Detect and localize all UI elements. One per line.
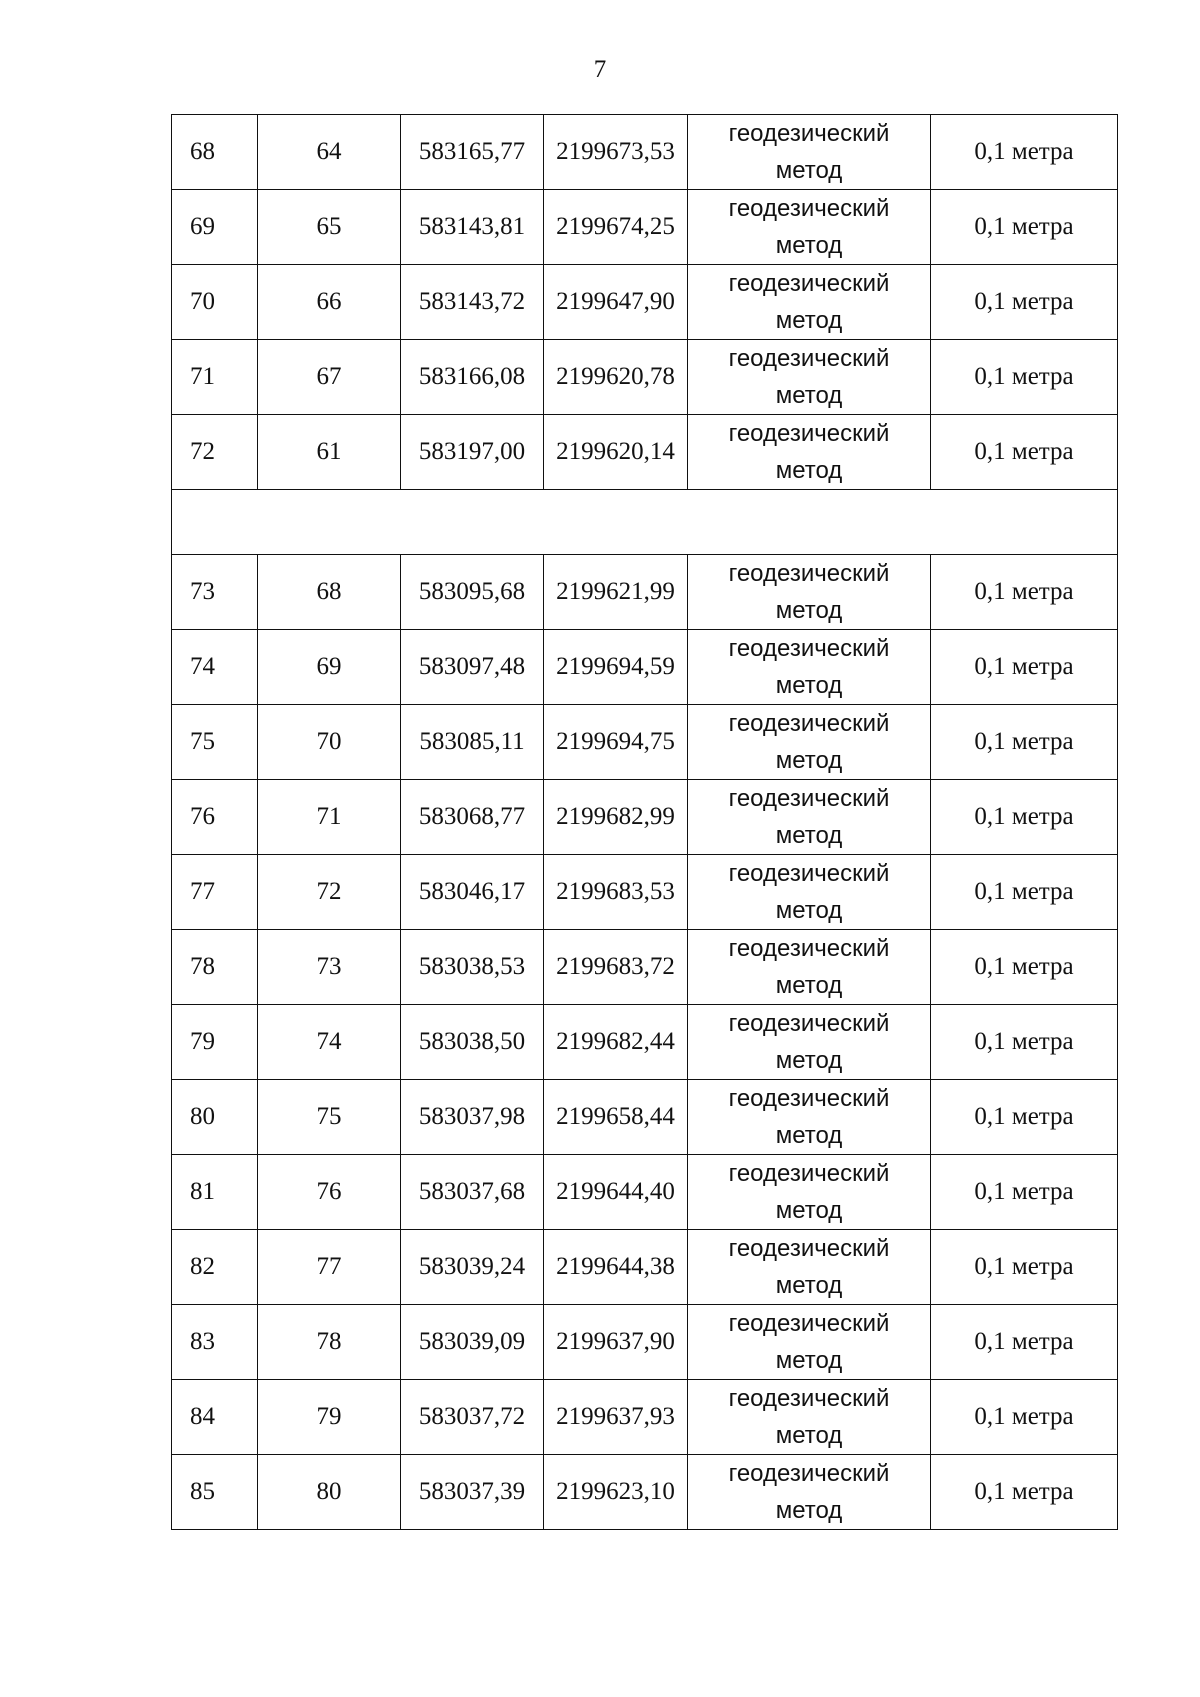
accuracy-cell: 0,1 метра <box>931 415 1118 490</box>
method-line-1: геодезический <box>728 195 890 222</box>
method-line-2: метод <box>775 1197 843 1224</box>
method-line-2: метод <box>775 972 843 999</box>
point-number-cell: 75 <box>258 1080 401 1155</box>
y-coordinate-cell: 2199682,44 <box>544 1005 688 1080</box>
point-number-cell: 79 <box>258 1380 401 1455</box>
y-coordinate-cell: 2199637,93 <box>544 1380 688 1455</box>
method-line-1: геодезический <box>728 1010 890 1037</box>
method-line-1: геодезический <box>728 1310 890 1337</box>
method-cell <box>688 930 931 1005</box>
x-coordinate-cell: 583046,17 <box>401 855 544 930</box>
row-number-cell: 85 <box>172 1455 258 1530</box>
row-number-cell: 82 <box>172 1230 258 1305</box>
row-number-cell: 69 <box>172 190 258 265</box>
x-coordinate-cell: 583038,50 <box>401 1005 544 1080</box>
y-coordinate-cell: 2199621,99 <box>544 555 688 630</box>
method-line-1: геодезический <box>728 1385 890 1412</box>
method-line-1: геодезический <box>728 120 890 147</box>
method-cell <box>688 855 931 930</box>
point-number-cell: 77 <box>258 1230 401 1305</box>
method-cell <box>688 1455 931 1530</box>
table-row <box>172 1230 1118 1305</box>
row-number-cell: 76 <box>172 780 258 855</box>
method-cell <box>688 415 931 490</box>
x-coordinate-cell: 583037,68 <box>401 1155 544 1230</box>
point-number-cell: 67 <box>258 340 401 415</box>
point-number-cell: 72 <box>258 855 401 930</box>
page-number: 7 <box>593 56 607 83</box>
row-number-cell: 72 <box>172 415 258 490</box>
x-coordinate-cell: 583037,72 <box>401 1380 544 1455</box>
method-cell <box>688 1230 931 1305</box>
method-cell <box>688 1080 931 1155</box>
point-number-cell: 61 <box>258 415 401 490</box>
method-line-2: метод <box>775 897 843 924</box>
method-line-1: геодезический <box>728 785 890 812</box>
method-line-2: метод <box>775 1272 843 1299</box>
x-coordinate-cell: 583166,08 <box>401 340 544 415</box>
row-number-cell: 78 <box>172 930 258 1005</box>
accuracy-cell: 0,1 метра <box>931 190 1118 265</box>
accuracy-cell: 0,1 метра <box>931 930 1118 1005</box>
method-line-1: геодезический <box>728 420 890 447</box>
accuracy-cell: 0,1 метра <box>931 1080 1118 1155</box>
method-cell <box>688 115 931 190</box>
method-line-2: метод <box>775 672 843 699</box>
accuracy-cell: 0,1 метра <box>931 1155 1118 1230</box>
method-line-1: геодезический <box>728 635 890 662</box>
x-coordinate-cell: 583165,77 <box>401 115 544 190</box>
separator-cell <box>172 490 1118 555</box>
accuracy-cell: 0,1 метра <box>931 555 1118 630</box>
y-coordinate-cell: 2199644,40 <box>544 1155 688 1230</box>
accuracy-cell: 0,1 метра <box>931 780 1118 855</box>
y-coordinate-cell: 2199694,75 <box>544 705 688 780</box>
method-line-2: метод <box>775 1122 843 1149</box>
method-line-1: геодезический <box>728 1085 890 1112</box>
method-cell <box>688 705 931 780</box>
point-number-cell: 78 <box>258 1305 401 1380</box>
method-line-1: геодезический <box>728 270 890 297</box>
point-number-cell: 69 <box>258 630 401 705</box>
row-number-cell: 71 <box>172 340 258 415</box>
method-line-2: метод <box>775 1047 843 1074</box>
y-coordinate-cell: 2199620,14 <box>544 415 688 490</box>
coordinates-table-body <box>172 115 1118 1530</box>
x-coordinate-cell: 583095,68 <box>401 555 544 630</box>
x-coordinate-cell: 583039,24 <box>401 1230 544 1305</box>
y-coordinate-cell: 2199694,59 <box>544 630 688 705</box>
method-line-2: метод <box>775 1422 843 1449</box>
table-row <box>172 340 1118 415</box>
row-number-cell: 75 <box>172 705 258 780</box>
table-row <box>172 855 1118 930</box>
point-number-cell: 70 <box>258 705 401 780</box>
y-coordinate-cell: 2199644,38 <box>544 1230 688 1305</box>
table-separator-row <box>172 490 1118 555</box>
row-number-cell: 81 <box>172 1155 258 1230</box>
method-line-1: геодезический <box>728 1160 890 1187</box>
table-row <box>172 1380 1118 1455</box>
table-row <box>172 555 1118 630</box>
method-cell <box>688 1155 931 1230</box>
table-row <box>172 1455 1118 1530</box>
method-cell <box>688 265 931 340</box>
accuracy-cell: 0,1 метра <box>931 340 1118 415</box>
y-coordinate-cell: 2199620,78 <box>544 340 688 415</box>
accuracy-cell: 0,1 метра <box>931 1380 1118 1455</box>
method-cell <box>688 190 931 265</box>
x-coordinate-cell: 583037,39 <box>401 1455 544 1530</box>
method-cell <box>688 555 931 630</box>
method-line-2: метод <box>775 157 843 184</box>
method-line-2: метод <box>775 1347 843 1374</box>
method-line-2: метод <box>775 822 843 849</box>
accuracy-cell: 0,1 метра <box>931 1305 1118 1380</box>
method-line-1: геодезический <box>728 710 890 737</box>
method-line-2: метод <box>775 1497 843 1524</box>
method-cell <box>688 340 931 415</box>
accuracy-cell: 0,1 метра <box>931 1005 1118 1080</box>
point-number-cell: 65 <box>258 190 401 265</box>
row-number-cell: 79 <box>172 1005 258 1080</box>
row-number-cell: 68 <box>172 115 258 190</box>
method-line-2: метод <box>775 307 843 334</box>
method-line-1: геодезический <box>728 1235 890 1262</box>
accuracy-cell: 0,1 метра <box>931 630 1118 705</box>
point-number-cell: 80 <box>258 1455 401 1530</box>
y-coordinate-cell: 2199623,10 <box>544 1455 688 1530</box>
table-row <box>172 930 1118 1005</box>
row-number-cell: 80 <box>172 1080 258 1155</box>
y-coordinate-cell: 2199683,72 <box>544 930 688 1005</box>
row-number-cell: 84 <box>172 1380 258 1455</box>
point-number-cell: 64 <box>258 115 401 190</box>
point-number-cell: 73 <box>258 930 401 1005</box>
method-line-1: геодезический <box>728 560 890 587</box>
x-coordinate-cell: 583038,53 <box>401 930 544 1005</box>
accuracy-cell: 0,1 метра <box>931 705 1118 780</box>
x-coordinate-cell: 583039,09 <box>401 1305 544 1380</box>
accuracy-cell: 0,1 метра <box>931 265 1118 340</box>
x-coordinate-cell: 583085,11 <box>401 705 544 780</box>
x-coordinate-cell: 583068,77 <box>401 780 544 855</box>
method-line-1: геодезический <box>728 935 890 962</box>
row-number-cell: 74 <box>172 630 258 705</box>
x-coordinate-cell: 583037,98 <box>401 1080 544 1155</box>
accuracy-cell: 0,1 метра <box>931 855 1118 930</box>
y-coordinate-cell: 2199647,90 <box>544 265 688 340</box>
accuracy-cell: 0,1 метра <box>931 1455 1118 1530</box>
table-row <box>172 1155 1118 1230</box>
point-number-cell: 76 <box>258 1155 401 1230</box>
row-number-cell: 83 <box>172 1305 258 1380</box>
table-row <box>172 265 1118 340</box>
row-number-cell: 70 <box>172 265 258 340</box>
accuracy-cell: 0,1 метра <box>931 1230 1118 1305</box>
method-line-2: метод <box>775 457 843 484</box>
y-coordinate-cell: 2199683,53 <box>544 855 688 930</box>
coordinates-table <box>171 114 1118 1530</box>
table-row <box>172 705 1118 780</box>
method-cell <box>688 1380 931 1455</box>
table-row <box>172 780 1118 855</box>
table-row <box>172 1005 1118 1080</box>
method-line-1: геодезический <box>728 860 890 887</box>
table-row <box>172 415 1118 490</box>
table-row <box>172 115 1118 190</box>
x-coordinate-cell: 583143,72 <box>401 265 544 340</box>
y-coordinate-cell: 2199658,44 <box>544 1080 688 1155</box>
method-line-2: метод <box>775 747 843 774</box>
method-cell <box>688 1005 931 1080</box>
method-line-1: геодезический <box>728 345 890 372</box>
point-number-cell: 66 <box>258 265 401 340</box>
method-line-2: метод <box>775 597 843 624</box>
row-number-cell: 73 <box>172 555 258 630</box>
table-row <box>172 630 1118 705</box>
point-number-cell: 68 <box>258 555 401 630</box>
method-line-2: метод <box>775 382 843 409</box>
y-coordinate-cell: 2199682,99 <box>544 780 688 855</box>
x-coordinate-cell: 583197,00 <box>401 415 544 490</box>
table-row <box>172 1080 1118 1155</box>
method-cell <box>688 780 931 855</box>
x-coordinate-cell: 583143,81 <box>401 190 544 265</box>
method-cell <box>688 630 931 705</box>
row-number-cell: 77 <box>172 855 258 930</box>
y-coordinate-cell: 2199637,90 <box>544 1305 688 1380</box>
method-cell <box>688 1305 931 1380</box>
method-line-1: геодезический <box>728 1460 890 1487</box>
table-row <box>172 190 1118 265</box>
point-number-cell: 71 <box>258 780 401 855</box>
y-coordinate-cell: 2199674,25 <box>544 190 688 265</box>
method-line-2: метод <box>775 232 843 259</box>
accuracy-cell: 0,1 метра <box>931 115 1118 190</box>
x-coordinate-cell: 583097,48 <box>401 630 544 705</box>
point-number-cell: 74 <box>258 1005 401 1080</box>
table-row <box>172 1305 1118 1380</box>
y-coordinate-cell: 2199673,53 <box>544 115 688 190</box>
